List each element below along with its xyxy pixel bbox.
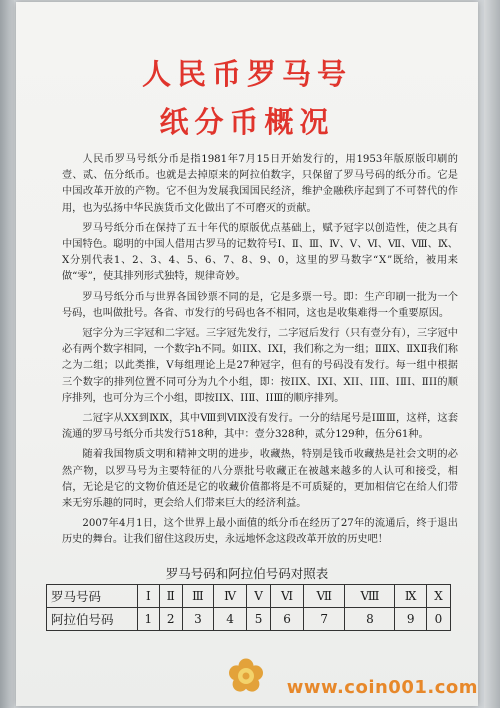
roman-cell: Ⅱ: [159, 585, 182, 608]
page-title-line2: 纸分币概况: [159, 105, 335, 139]
body-text: [62, 152, 458, 553]
arabic-cell: 0: [426, 608, 450, 631]
arabic-cell: 5: [246, 608, 270, 631]
plum-blossom-icon: [228, 658, 264, 694]
arabic-cell: 3: [182, 608, 214, 631]
roman-cell: Ⅳ: [214, 585, 247, 608]
paragraph-3: 罗马号纸分币与世界各国钞票不同的是，它是多票一号。即：生产印刷一批为一个号码，也叫做批号。各省、市发行的号码也各不相同，这也是收集难得一个重要原因。: [62, 291, 458, 319]
roman-cell: Ⅶ: [304, 585, 345, 608]
roman-cell: Ⅷ: [345, 585, 395, 608]
photo-edge-left: [0, 0, 14, 708]
row-label-roman: 罗马号码: [47, 585, 138, 608]
paragraph-1: 人民币罗马号纸分币是指1981年7月15日开始发行的，用1953年版原版印刷的壹、贰、伍分纸币。也就是去掉原来的阿拉伯数字，只保留了罗马号码的纸分币。它是中国改革开放的产物。它不但为发展我国国民经济，维护金融秩序起到了不可替代的作用，也为弘扬中华民族货币文化做出了不可磨灭的贡献。: [62, 154, 458, 214]
roman-cell: Ⅲ: [182, 585, 214, 608]
arabic-cell: 8: [345, 608, 395, 631]
arabic-cell: 6: [271, 608, 304, 631]
paragraph-6: 随着我国物质文明和精神文明的进步，收藏热，特别是钱币收藏热是社会文明的必然产物，以罗马号为主要特征的八分票批号收藏正在被越来越多的人认可和接受，相信，无论是它的文物价值还是它的收藏价值都将是不可质疑的，更加相信它在给人们带来无穷乐趣的同时，更会给人们带来巨大的经济利益。: [62, 449, 458, 510]
roman-cell: Ⅵ: [271, 585, 304, 608]
paragraph-5: 二冠字从ⅩⅩ到ⅨⅨ，其中Ⅷ到ⅥⅨ没有发行。一分的结尾号是ⅠⅢⅢ，这样，这套流通的罗马号纸分币共发行518种，其中：壹分328种，贰分129种，伍分61种。: [62, 413, 458, 441]
roman-cell: Ⅸ: [395, 585, 427, 608]
arabic-cell: 7: [304, 608, 345, 631]
paragraph-2: 罗马号纸分币在保持了五十年代的原版优点基础上，赋予冠字以创造性，使之具有中国特色。聪明的中国人借用古罗马的记数符号Ⅰ、Ⅱ、Ⅲ、Ⅳ、Ⅴ、Ⅵ、Ⅶ、Ⅷ、Ⅸ、Ⅹ分别代表1、2、3、4、5、6、7、8、9、0，这里的罗马数字“Ⅹ”既给，被用来做“零”，使其排列形式独特，规律奇妙。: [62, 222, 458, 283]
table-row-arabic: [47, 608, 451, 631]
table-row-roman: [47, 585, 451, 608]
paragraph-7: 2007年4月1日，这个世界上最小面值的纸分币在经历了27年的流通后，终于退出历史的舞台。让我们留住这段历史，永远地怀念这段改革开放的历史吧！: [62, 518, 458, 546]
document-page: [16, 2, 478, 706]
roman-cell: Ⅰ: [138, 585, 160, 608]
arabic-cell: 2: [159, 608, 182, 631]
arabic-cell: 1: [138, 608, 160, 631]
watermark: www.coin001.com: [286, 677, 478, 698]
arabic-cell: 9: [395, 608, 427, 631]
roman-cell: Ⅴ: [246, 585, 270, 608]
paragraph-4: 冠字分为三字冠和二字冠。三字冠先发行，二字冠后发行（只有壹分有），三字冠中必有两个数字相同，一个数字h不同。如ⅠⅠⅩ、ⅠⅩⅠ，我们称之为一组；ⅡⅡⅩ、ⅡⅩⅡ我们称之为二组；以此类推，Ⅴ每组理论上是27种冠字，但有的号码没有发行。每一组中根据三个数字的排列位置不同可分为九个小组，即：按ⅠⅠⅩ、ⅠⅩⅠ、ⅩⅠⅠ、ⅠⅠⅡ、ⅠⅡⅠ、ⅡⅠⅠ的顺序排列，也可分为三个小组，即按ⅠⅠⅩ、ⅠⅠⅡ、ⅠⅠⅢ的顺序排列。: [62, 328, 458, 404]
arabic-cell: 4: [214, 608, 247, 631]
numeral-comparison-table: [46, 584, 451, 631]
row-label-arabic: 阿拉伯号码: [47, 608, 138, 631]
page-title-line1: 人民币罗马号: [141, 57, 352, 91]
table-title: 罗马号码和阿拉伯号码对照表: [165, 566, 329, 581]
roman-cell: Ⅹ: [426, 585, 450, 608]
photo-edge-right: [484, 0, 500, 708]
